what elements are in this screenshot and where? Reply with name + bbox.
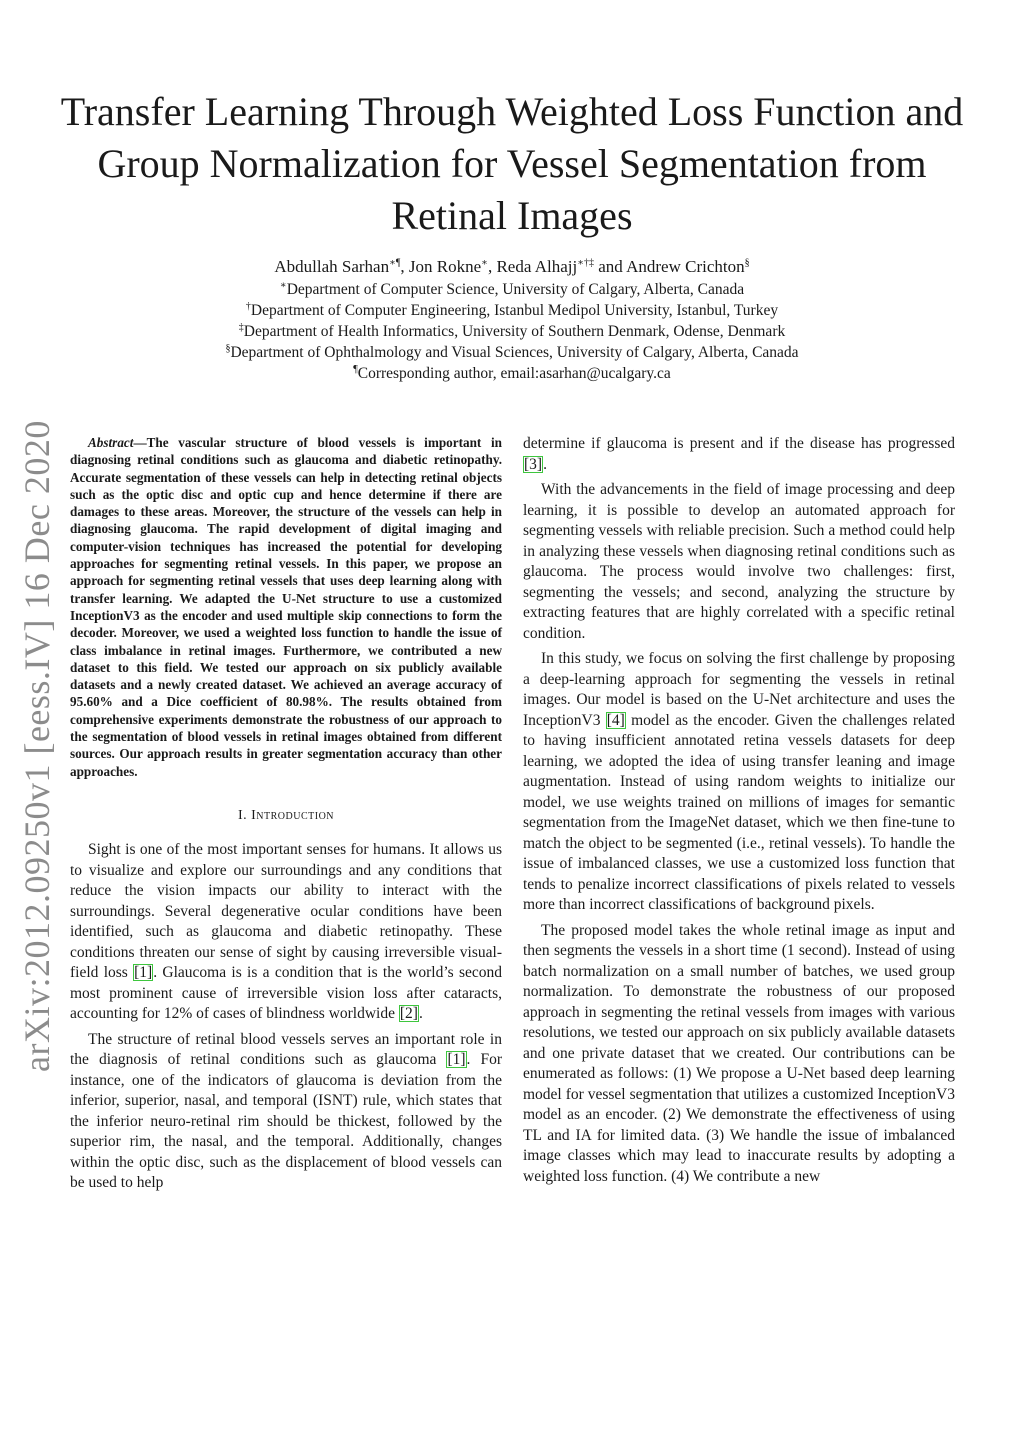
paragraph-text: . (543, 455, 547, 473)
affiliation-line (40, 321, 984, 342)
abstract-lead: Abstract (88, 435, 134, 450)
author-marks: ∗¶ (389, 257, 401, 269)
intro-paragraph-5: The proposed model takes the whole retinal image as input and then segments the vessels in a short time (1 second). Instead of using batch normalization on a small number of batches, we used group normalization. To demonstrate the robustness of our proposed approach in segmenting the retinal vessels from images with various resolutions, we tested our approach on six publicly available datasets and one private dataset that we created. Our contributions can be enumerated as follows: (1) We propose a U-Net based deep learning model for vessel segmentation that utilizes a customized InceptionV3 model as an encoder. (2) We demonstrate the effectiveness of using TL and IA for limited data. (3) We handle the issue of imbalanced image classes which may lead to inaccurate results by adopting a weighted loss function. (4) We contribute a new (523, 921, 955, 1185)
author-name: Andrew Crichton (626, 257, 745, 276)
author-marks: ∗ (481, 257, 488, 269)
affiliation-text: Department of Ophthalmology and Visual Sciences, University of Calgary, Alberta, Canada (230, 344, 799, 361)
paragraph-text: . For instance, one of the indicators of glaucoma is deviation from the inferior, superior, nasal, and temporal (ISNT) rule, which states that the inferior neuro-retinal rim should be thickest, followed by the superior rim, the nasal, and the temporal. Additionally, changes within the optic disc, such as the displacement of blood vessels can be used to help (70, 1051, 502, 1192)
paragraph-text: model as the encoder. Given the challenges related to having insufficient annotated retina vessels datasets for deep learning, we adopted the idea of using transfer leaning and image augmentation. Instead of using random weights to initialize our model, we use weights trained on millions of images for semantic segmentation from the ImageNet dataset, which we then fine-tune to match the object to be segmented (i.e., retinal vessels). To handle the issue of imbalanced classes, we use a customized loss function that tends to penalize incorrect classifications of pixels related to vessels more than incorrect classifications of background pixels. (523, 711, 955, 913)
intro-paragraph-3: With the advancements in the field of image processing and deep learning, it is possible to develop an automated approach for segmenting vessels with reliable precision. Such a method could help in analyzing these vessels when diagnosing retinal conditions such as glaucoma. The process would involve two challenges: first, segmenting the vessels; and second, analyzing the structure by extracting features that are highly correlated with a specific retinal condition. (523, 481, 955, 642)
citation-link[interactable]: [1] (447, 1051, 466, 1069)
author-line (40, 256, 984, 278)
affiliation-line (40, 363, 984, 384)
paragraph-text: . (418, 1005, 423, 1023)
affiliation-line (40, 300, 984, 321)
citation-link[interactable]: [3] (524, 455, 543, 473)
affiliation-mark: ∗ (279, 279, 287, 291)
arxiv-stamp: arXiv:2012.09250v1 [eess.IV] 16 Dec 2020 (17, 420, 57, 1072)
affiliation-line (40, 342, 984, 363)
citation-link[interactable]: [2] (399, 1005, 418, 1023)
affiliation-mark: ‡ (238, 321, 244, 333)
author-separator: and (594, 257, 627, 276)
affiliation-text: Department of Computer Science, University of Calgary, Alberta, Canada (286, 281, 745, 298)
paragraph-text: Sight is one of the most important senses for humans. It allows us to visualize and explore our surroundings and any conditions that reduce the vision impacts our ability to interact with the surroundings. Several degenerative ocular conditions have been identified, such as glaucoma and diabetic retinopathy. These conditions threaten our sense of sight by causing irreversible visual-field loss (70, 841, 502, 982)
paper-title: Transfer Learning Through Weighted Loss Function and Group Normalization for Vessel Segmentation from Retinal Images (60, 89, 964, 238)
left-column (70, 434, 502, 1199)
paragraph-text: determine if glaucoma is present and if the disease has progressed (523, 435, 955, 452)
section-heading (70, 806, 502, 827)
paragraph-text: In this study, we focus on solving the first challenge by proposing a deep-learning approach for segmenting the vessels in retinal images. Our model is based on the U-Net architecture and uses the InceptionV3 (523, 650, 955, 729)
intro-paragraph-4 (523, 649, 955, 916)
affiliation-mark: § (225, 342, 231, 354)
affiliation-text: Department of Computer Engineering, Istanbul Medipol University, Istanbul, Turkey (250, 302, 779, 319)
affiliation-mark: † (245, 300, 251, 312)
author-name: Abdullah Sarhan (274, 257, 390, 276)
author-name: Reda Alhajj (496, 257, 578, 276)
paragraph-text: The structure of retinal blood vessels serves an important role in the diagnosis of retinal conditions such as glaucoma (70, 1030, 502, 1069)
affiliation-mark: ¶ (353, 363, 358, 375)
abstract-text: —The vascular structure of blood vessels is important in diagnosing retinal conditions such as glaucoma and diabetic retinopathy. Accurate segmentation of these vessels can help in detecting retinal objects such as the optic disc and optic cup and hence determine if there are damages to these areas. Moreover, the structure of the vessels can help in diagnosing glaucoma. The rapid development of digital imaging and computer-vision techniques has increased the potential for developing approaches for segmenting retinal vessels. In this paper, we propose an approach for segmenting retinal vessels that uses deep learning along with transfer learning. We adapted the U-Net structure to use a customized InceptionV3 as the encoder and used multiple skip connections to form the decoder. Moreover, we used a weighted loss function to handle the issue of class imbalance in retinal images. Furthermore, we contributed a new dataset to this field. We tested our approach on six publicly available datasets and a newly created dataset. We achieved an average accuracy of 95.60% and a Dice coefficient of 80.98%. The results obtained from comprehensive experiments demonstrate the robustness of our approach to the segmentation of blood vessels in retinal images obtained from different sources. Our approach results in greater segmentation accuracy than other approaches. (70, 435, 502, 779)
section-title: Introduction (251, 807, 335, 823)
right-column (523, 434, 955, 1192)
paragraph-text: . Glaucoma is is a condition that is the world’s second most prominent cause of irreversible vision loss after cataracts, accounting for 12% of cases of blindness worldwide (70, 964, 502, 1023)
affiliations (40, 279, 984, 384)
section-number: I. (237, 807, 248, 823)
affiliation-text: Department of Health Informatics, University of Southern Denmark, Odense, Denmark (243, 323, 786, 340)
author-marks: § (744, 257, 750, 269)
author-marks: ∗†‡ (577, 257, 594, 269)
intro-paragraph-1 (70, 840, 502, 1025)
intro-paragraph-2 (70, 1030, 502, 1194)
author-separator: , (487, 257, 497, 276)
affiliation-line (40, 279, 984, 300)
citation-link[interactable]: [1] (134, 964, 153, 982)
abstract (70, 434, 502, 780)
intro-paragraph-continued (523, 434, 955, 475)
author-name: Jon Rokne (408, 257, 482, 276)
affiliation-text: Corresponding author, email:asarhan@ucalgary.ca (357, 365, 671, 382)
citation-link[interactable]: [4] (606, 711, 625, 729)
author-separator: , (400, 257, 409, 276)
